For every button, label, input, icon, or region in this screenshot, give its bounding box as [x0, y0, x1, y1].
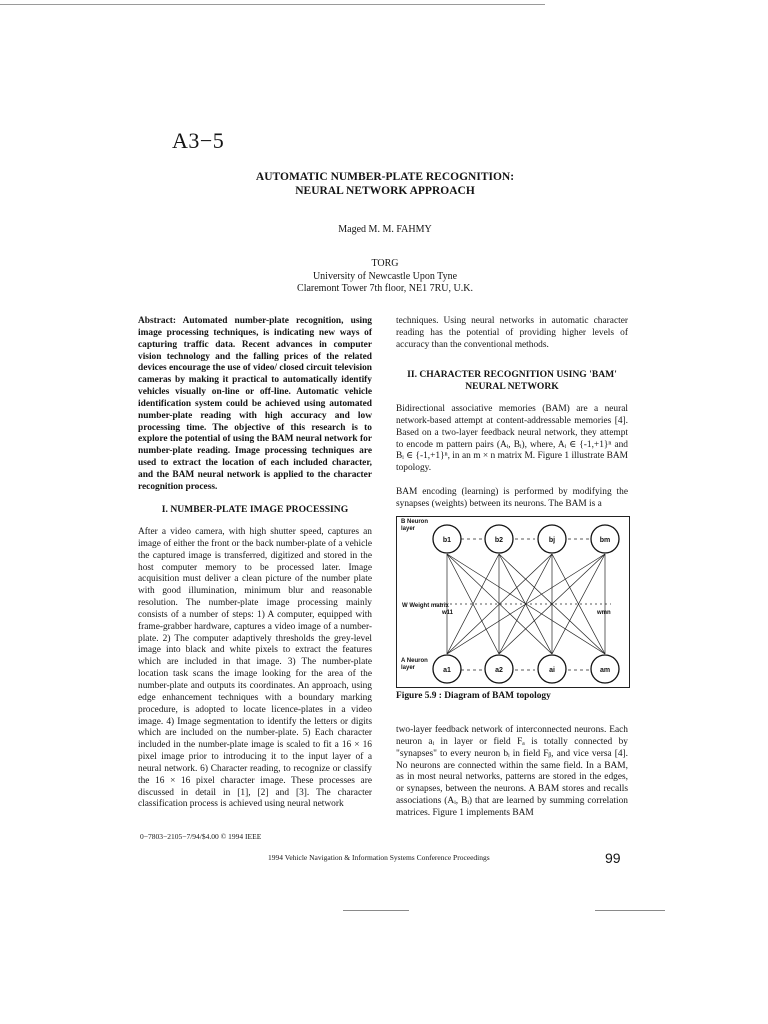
- section-2-heading-line-1: II. CHARACTER RECOGNITION USING 'BAM': [407, 369, 617, 380]
- b-node-label: b2: [494, 537, 504, 544]
- section-1-body: After a video camera, with high shutter speed, captures an image of either the front or the back number-plate of a vehicle the captured image is transferred, digitized and stored in the host computer memory to be processed later. Image acquisition must deliver a clean picture of the number plate with good illumination, minimum blur and reasonable resolution. The number-plate image processing mainly consists of a number of steps: 1) A computer, equipped with frame-grabber hardware, captures a video image of a number-plate. 2) The computer adaptively thresholds the grey-level image into black and white pixels to extract the features which are included in that image. 3) The number-plate location task scans the image looking for the area of the number-plate and outputs its coordinates. An approach, using edge enhancement techniques with a boundary marking procedure, is adopted to locate licence-plates in a video image. 4) Image segmentation to identify the letters or digits which are included on the number-plate. 5) Each character included in the number-plate image is scaled to fit a 16 × 16 pixel image prior to introducing it to the input layer of a neural network. 6) Character reading, to recognize or classify the 16 × 16 pixel character image. These processes are discussed in detail in [1], [2] and [3]. The character classification process is achieved using neural network: [138, 527, 372, 810]
- bottom-rule-right: [595, 910, 665, 911]
- connection-lines: [435, 539, 611, 670]
- a-node-label: a2: [495, 667, 503, 674]
- section-2-paragraph-1: Bidirectional associative memories (BAM) are a neural network-based attempt at content-addressable memories [4]. Based on a two-layer feedback neural network, they attempt to encode m pattern pairs (Aᵢ, Bᵢ), where, Aᵢ ∈ {-1,+1}ⁿ and Bᵢ ∈ {-1,+1}ⁿ, in an m × n matrix M. Figure 1 illustrate BAM topology.: [396, 404, 628, 474]
- a-node-label: ai: [549, 667, 555, 674]
- top-rule-line: [0, 4, 545, 5]
- bam-figure: [396, 516, 630, 688]
- affiliation: [150, 258, 620, 296]
- a-node-label: am: [599, 667, 611, 674]
- page-number: 99: [605, 850, 621, 866]
- b-node-label: b1: [442, 537, 452, 544]
- b-node-label: bj: [548, 537, 556, 544]
- affiliation-line-1: TORG: [371, 258, 399, 269]
- section-2-paragraph-2: BAM encoding (learning) is performed by modifying the synapses (weights) between its neurons. The BAM is a: [396, 487, 628, 509]
- right-column-intro: techniques. Using neural networks in automatic character reading has the potential of providing higher levels of accuracy than the conventional methods.: [396, 316, 628, 350]
- paper-code: A3−5: [172, 128, 225, 153]
- section-2-heading-line-2: NEURAL NETWORK: [465, 381, 559, 392]
- w-label: W Weight matrix: [402, 603, 449, 609]
- proceedings-line: 1994 Vehicle Navigation & Information Systems Conference Proceedings: [268, 853, 490, 862]
- figure-caption: Figure 5.9 : Diagram of BAM topology: [396, 691, 551, 701]
- copyright-line: 0−7803−2105−7/94/$4.00 © 1994 IEEE: [140, 832, 262, 841]
- abstract-text: Abstract: Automated number-plate recognition, using image processing techniques, is indicating new ways of capturing traffic data. Recent advances in computer vision technology and the falling prices of the related devices encourage the use of video/ closed circuit television cameras by making it practical to automatically identify vehicles visually on-line or off-line. Automatic vehicle identification system could be achieved using automated number-plate reading with high accuracy and low processing time. The objective of this research is to explore the potential of using the BAM neural network for number-plate reading. Image processing techniques are used to extract the location of each included character, and the BAM neural network is applied to the character recognition process.: [138, 316, 372, 492]
- a-layer-label: A Neuron layer: [401, 658, 428, 671]
- a-node-label: a1: [443, 667, 451, 674]
- b-node-label: bm: [599, 537, 611, 544]
- author-name: Maged M. M. FAHMY: [338, 224, 432, 235]
- section-1-heading: I. NUMBER-PLATE IMAGE PROCESSING: [161, 504, 349, 515]
- w11-label: w11: [442, 610, 454, 616]
- section-2-heading: [396, 369, 628, 393]
- wmn-label: wmn: [597, 610, 611, 616]
- bottom-rule-left: [343, 910, 409, 911]
- a-layer-neurons: [433, 655, 619, 683]
- title-line-1: AUTOMATIC NUMBER-PLATE RECOGNITION:: [255, 171, 515, 183]
- title-line-2: NEURAL NETWORK APPROACH: [295, 185, 475, 197]
- b-layer-label: B Neuron layer: [401, 519, 428, 532]
- affiliation-line-3: Claremont Tower 7th floor, NE1 7RU, U.K.: [297, 283, 473, 294]
- b-layer-neurons: [433, 525, 619, 553]
- affiliation-line-2: University of Newcastle Upon Tyne: [312, 270, 458, 282]
- paper-title: [150, 170, 620, 198]
- section-2-paragraph-3: two-layer feedback network of interconnected neurons. Each neuron aᵢ in layer or field Fₐ is totally connected by "synapses" to every neuron bᵢ in field Fᵦ, and vice versa [4]. No neurons are connected within the same field. In a BAM, as in most neural networks, patterns are stored in the edges, or synapses, between the neurons. A BAM stores and recalls associations (Aᵢ, Bᵢ) that are learned by summing correlation matrices. Figure 1 implements BAM: [396, 725, 628, 818]
